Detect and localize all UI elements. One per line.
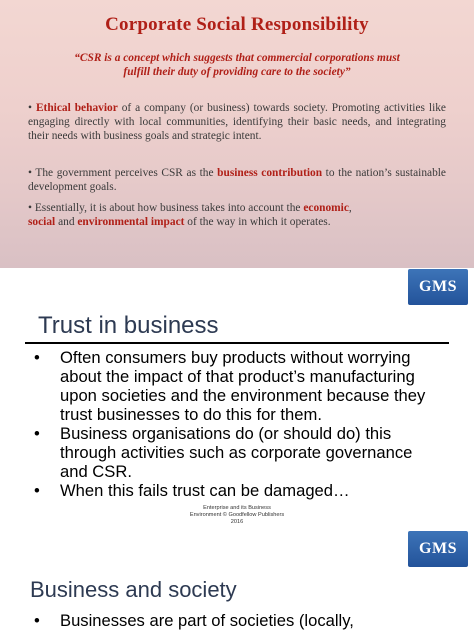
paragraph-ethical-behavior (28, 101, 446, 143)
slide-title: Business and society (30, 577, 237, 602)
title-divider (25, 342, 449, 344)
highlight-text: business contribution (217, 167, 323, 179)
highlight-text: social (28, 216, 56, 228)
bullet-list (34, 611, 434, 630)
list-item (34, 424, 434, 481)
slide-footer (150, 505, 324, 526)
list-item-text: Businesses are part of societies (locally, (60, 611, 354, 630)
list-item-text: When this fails trust can be damaged… (60, 481, 350, 500)
bullet: • (28, 102, 32, 114)
slide-title: Trust in business (38, 312, 219, 339)
list-item (34, 481, 434, 500)
paragraph-essentially (28, 201, 446, 229)
bullet-list (34, 348, 434, 500)
paragraph-text: • The government perceives CSR as the (28, 167, 218, 179)
paragraph-government (28, 166, 446, 194)
paragraph-text: of the way in which it operates. (184, 216, 331, 228)
highlight-text: economic (303, 202, 349, 214)
bullet: • (34, 348, 40, 367)
paragraph-text: , (348, 202, 352, 214)
slide-csr (0, 0, 474, 268)
bullet: • (34, 481, 40, 500)
paragraph-text: and (55, 216, 78, 228)
list-item (34, 348, 434, 424)
slide-title: Corporate Social Responsibility (105, 14, 369, 35)
highlight-text: Ethical behavior (35, 102, 118, 114)
footer-line: 2016 (230, 519, 244, 525)
list-item-text: Business organisations do (or should do) this through activities such as corporate governance and CSR. (60, 424, 413, 481)
highlight-text: environmental impact (77, 216, 185, 228)
bullet: • (34, 424, 40, 443)
list-item (34, 611, 434, 630)
csr-quote: “CSR is a concept which suggests that commercial corporations must fulfill their duty of providing care to the society” (74, 52, 400, 78)
paragraph-text: • Essentially, it is about how business takes into account the (28, 202, 304, 214)
paragraph-text: of a company (or business) towards society. Promoting activities like engaging directly with local communities, identifying their basic needs, and integrating their needs with business goals and strategic intent. (28, 102, 446, 142)
gms-logo: GMS (408, 531, 468, 567)
bullet: • (34, 611, 40, 630)
footer-line: Enterprise and its Business (203, 505, 271, 511)
paragraph-text: to the nation’s sustainable development goals. (28, 167, 446, 193)
gms-logo: GMS (408, 269, 468, 305)
list-item-text: Often consumers buy products without worrying about the impact of that product’s manufacturing upon societies and the environment because they trust businesses to do this for them. (60, 348, 426, 424)
footer-line: Environment © Goodfellow Publishers (189, 512, 285, 518)
